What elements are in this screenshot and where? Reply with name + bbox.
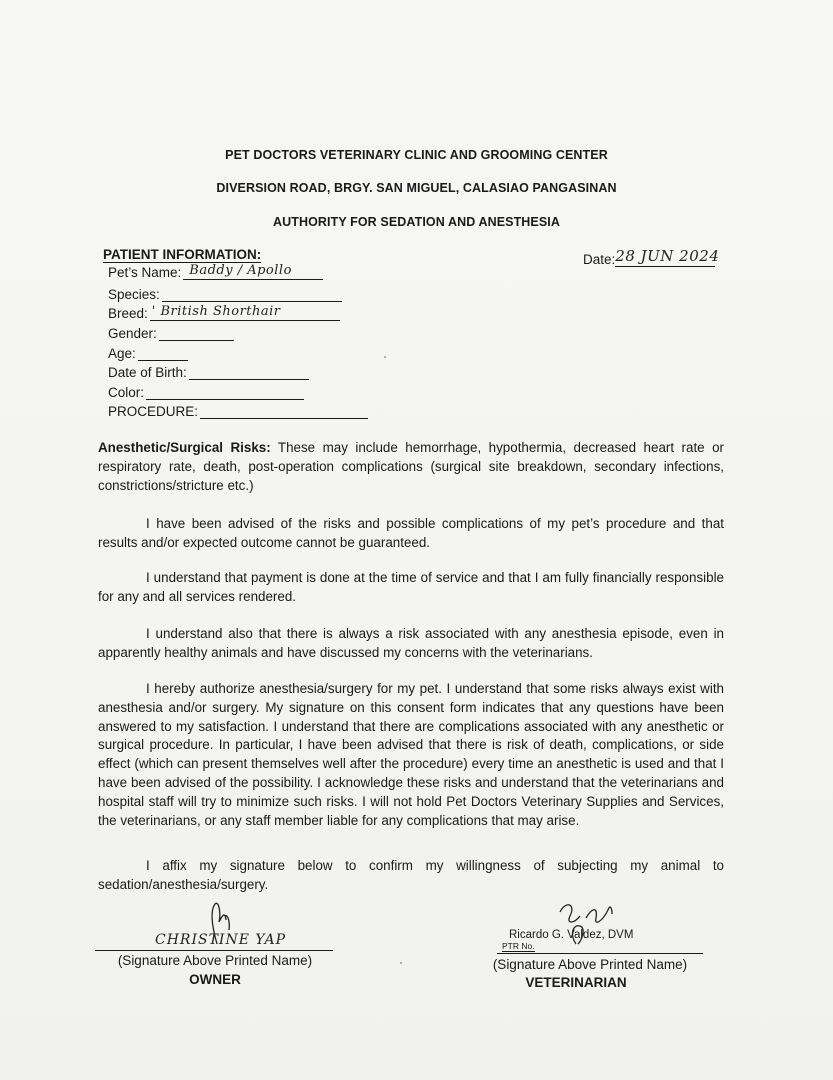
paper-speck [384,356,386,358]
field-label: Breed: [108,306,148,321]
age-line[interactable] [138,346,188,361]
veterinarian-signature-line[interactable] [497,898,703,954]
veterinarian-role-label: VETERINARIAN [525,975,627,990]
risk-awareness-paragraph: I understand also that there is always a risk associated with any anesthesia episode, even in apparently healthy animals and have discussed my concerns with the veterinarians. [98,626,724,660]
date-of-birth-line[interactable] [189,365,309,380]
color-line[interactable] [146,385,304,400]
field-pet-name [108,262,323,280]
clinic-name: PET DOCTORS VETERINARY CLINIC AND GROOMING CENTER [225,148,608,162]
field-breed [108,303,340,321]
field-date-of-birth [108,362,309,380]
field-label: Gender: [108,326,157,341]
affix-signature-paragraph: I affix my signature below to confirm my willingness of subjecting my animal to sedation/anesthesia/surgery. [98,858,724,892]
form-title: AUTHORITY FOR SEDATION AND ANESTHESIA [272,215,561,229]
field-gender [108,323,234,341]
date-label: Date: [583,252,616,267]
ptr-number-label: PTR No. [502,941,535,951]
field-age [108,343,188,361]
owner-signature-line[interactable] [95,900,333,951]
date-line[interactable] [615,247,720,267]
payment-paragraph: I understand that payment is done at the time of service and that I am fully financially responsible for any and all services rendered. [98,570,724,604]
field-label: Date of Birth: [108,365,187,380]
field-color [108,382,304,400]
date-field [583,247,720,267]
pet-name-line[interactable] [183,265,323,280]
species-line[interactable] [162,287,342,302]
breed-line[interactable] [150,306,340,321]
field-label: Pet’s Name: [108,265,182,280]
authorization-paragraph: I hereby authorize anesthesia/surgery for my pet. I understand that some risks always exist with anesthesia and/or surgery. My signature on this consent form indicates that any questions have been answered to my satisfaction. I understand that there are complications associated with any anesthetic or surgical procedure. In particular, I have been advised that there is risk of death, complications, or side effect (which can present themselves well after the procedure) every time an anesthetic is used and that I have been advised of the possibility. I acknowledge these risks and understand that the veterinarians and hospital staff will try to minimize such risks. I will not hold Pet Doctors Veterinary Supplies and Services, the veterinarians, or any staff member liable for any complications that may arise. [98,681,724,828]
field-procedure [108,401,368,419]
gender-line[interactable] [159,326,234,341]
field-label: Species: [108,287,160,302]
risks-paragraph [98,439,724,495]
field-label: Age: [108,346,136,361]
advised-paragraph: I have been advised of the risks and possible complications of my pet’s procedure and that results and/or expected outcome cannot be guaranteed. [98,516,724,550]
pet-name-value: Baddy / Apollo [189,263,292,278]
date-value: 28 JUN 2024 [615,247,720,265]
procedure-line[interactable] [200,404,368,419]
field-label: PROCEDURE: [108,404,199,419]
owner-role-label: OWNER [189,972,241,987]
field-species [108,284,342,302]
risks-text: These may include hemorrhage, hypothermia, decreased heart rate or respiratory rate, death, post-operation complications (surgical site breakdown, secondary infections, constrictions/stricture etc.) [98,440,724,493]
owner-printed-name: CHRISTINE YAP [155,932,287,948]
breed-value: ' British Shorthair [151,304,281,319]
paper-speck [400,962,402,964]
veterinarian-signature-caption: (Signature Above Printed Name) [492,957,688,972]
patient-information-heading: PATIENT INFORMATION: [103,247,262,262]
owner-signature-caption: (Signature Above Printed Name) [117,953,313,968]
risks-label: Anesthetic/Surgical Risks: [98,440,271,455]
clinic-address: DIVERSION ROAD, BRGY. SAN MIGUEL, CALASIAO PANGASINAN [216,181,617,195]
veterinarian-printed-name: Ricardo G. Valdez, DVM [509,929,634,941]
field-label: Color: [108,385,145,400]
